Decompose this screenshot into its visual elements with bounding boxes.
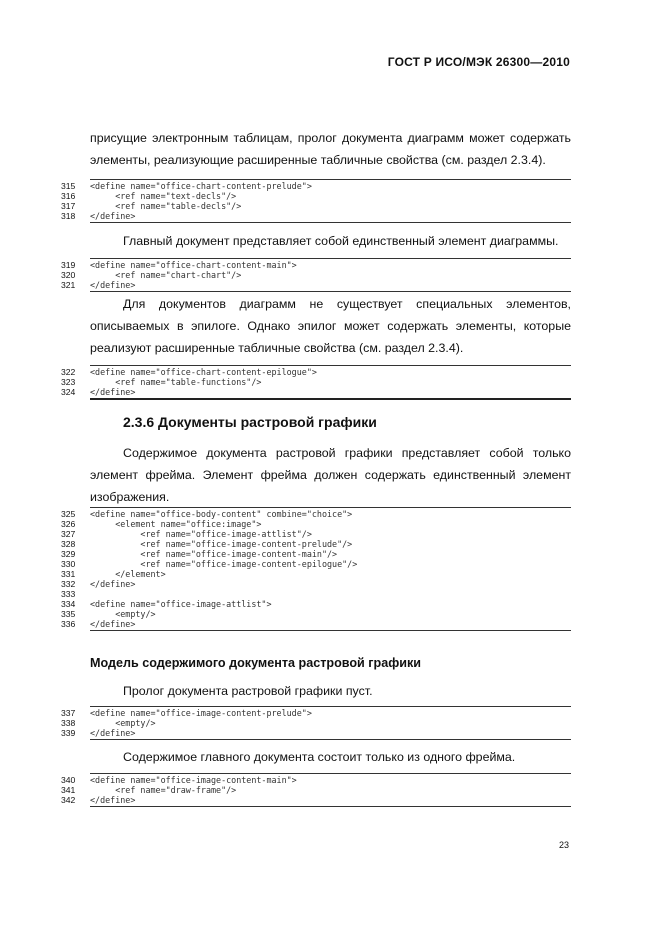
document-header: ГОСТ Р ИСО/МЭК 26300—2010 bbox=[387, 55, 570, 69]
code-line bbox=[61, 529, 571, 539]
paragraph-1 bbox=[90, 127, 571, 171]
paragraph-2: Главный документ представляет собой единственный элемент диаграммы. bbox=[123, 234, 559, 248]
code-text: <ref name="draw-frame"/> bbox=[90, 785, 237, 795]
code-block-6 bbox=[61, 773, 571, 807]
paragraph-line: Содержимое документа растровой графики представляет собой только bbox=[123, 446, 571, 460]
code-text: <ref name="table-functions"/> bbox=[90, 377, 262, 387]
line-number: 342 bbox=[61, 795, 76, 805]
code-text: <ref name="text-decls"/> bbox=[90, 191, 237, 201]
code-text: <define name="office-chart-content-prelude"> bbox=[90, 181, 312, 191]
code-block-2 bbox=[61, 258, 571, 292]
paragraph-3 bbox=[90, 293, 571, 359]
line-number: 337 bbox=[61, 708, 76, 718]
code-text: <empty/> bbox=[90, 609, 156, 619]
line-number: 323 bbox=[61, 377, 76, 387]
code-line bbox=[61, 270, 571, 280]
line-number: 315 bbox=[61, 181, 76, 191]
paragraph-6: Содержимое главного документа состоит только из одного фрейма. bbox=[123, 750, 516, 764]
line-number: 319 bbox=[61, 260, 76, 270]
code-text: </define> bbox=[90, 795, 136, 805]
line-number: 317 bbox=[61, 201, 76, 211]
code-text: <define name="office-image-content-prelude"> bbox=[90, 708, 312, 718]
code-line bbox=[61, 569, 571, 579]
line-number: 334 bbox=[61, 599, 76, 609]
code-line bbox=[61, 509, 571, 519]
code-line bbox=[61, 181, 571, 191]
code-text: <define name="office-image-attlist"> bbox=[90, 599, 272, 609]
code-text: <define name="office-chart-content-main"> bbox=[90, 260, 297, 270]
code-text: </define> bbox=[90, 619, 136, 629]
line-number: 316 bbox=[61, 191, 76, 201]
code-line bbox=[61, 718, 571, 728]
paragraph-line: Для документов диаграмм не существует специальных элементов, bbox=[123, 297, 571, 311]
code-text: <ref name="chart-chart"/> bbox=[90, 270, 242, 280]
line-number: 325 bbox=[61, 509, 76, 519]
code-line bbox=[61, 708, 571, 718]
paragraph-line: изображения. bbox=[90, 490, 170, 504]
line-number: 335 bbox=[61, 609, 76, 619]
paragraph-line: элемент фрейма. Элемент фрейма должен содержать единственный элемент bbox=[90, 468, 571, 482]
code-line bbox=[61, 795, 571, 805]
line-number: 321 bbox=[61, 280, 76, 290]
code-text: <ref name="office-image-content-epilogue"/> bbox=[90, 559, 358, 569]
code-text: <define name="office-chart-content-epilogue"> bbox=[90, 367, 317, 377]
code-text: <ref name="office-image-content-prelude"/> bbox=[90, 539, 353, 549]
code-line bbox=[61, 619, 571, 629]
code-line bbox=[61, 280, 571, 290]
paragraph-5: Пролог документа растровой графики пуст. bbox=[123, 684, 373, 698]
code-text: </define> bbox=[90, 280, 136, 290]
page-number: 23 bbox=[558, 840, 569, 850]
code-line bbox=[61, 367, 571, 377]
line-number: 333 bbox=[61, 589, 76, 599]
code-line bbox=[61, 549, 571, 559]
code-block-3 bbox=[61, 365, 571, 400]
code-text: </define> bbox=[90, 579, 136, 589]
paragraph-line: присущие электронным таблицам, пролог документа диаграмм может содержать bbox=[90, 131, 571, 145]
code-line bbox=[61, 211, 571, 221]
subsection-heading: Модель содержимого документа растровой графики bbox=[90, 656, 422, 670]
line-number: 320 bbox=[61, 270, 76, 280]
code-line bbox=[61, 579, 571, 589]
paragraph-line: реализуют расширенные табличные свойства (см. раздел 2.3.4). bbox=[90, 341, 464, 355]
paragraph-line: описываемых в эпилоге. Однако эпилог может содержать элементы, которые bbox=[90, 319, 571, 333]
code-line bbox=[61, 785, 571, 795]
code-line bbox=[61, 589, 571, 599]
paragraph-4 bbox=[90, 442, 571, 508]
code-line bbox=[61, 775, 571, 785]
section-heading: 2.3.6 Документы растровой графики bbox=[123, 414, 377, 430]
line-number: 318 bbox=[61, 211, 76, 221]
code-line bbox=[61, 387, 571, 397]
line-number: 340 bbox=[61, 775, 76, 785]
line-number: 338 bbox=[61, 718, 76, 728]
code-text: <element name="office:image"> bbox=[90, 519, 262, 529]
code-text: <empty/> bbox=[90, 718, 156, 728]
code-line bbox=[61, 191, 571, 201]
code-text: <define name="office-image-content-main"> bbox=[90, 775, 297, 785]
code-text: </define> bbox=[90, 728, 136, 738]
code-line bbox=[61, 599, 571, 609]
line-number: 329 bbox=[61, 549, 76, 559]
code-block-5 bbox=[61, 706, 571, 740]
code-line bbox=[61, 377, 571, 387]
code-block-1 bbox=[61, 179, 571, 223]
line-number: 336 bbox=[61, 619, 76, 629]
code-text: <define name="office-body-content" combine="choice"> bbox=[90, 509, 353, 519]
code-line bbox=[61, 539, 571, 549]
code-text: <ref name="table-decls"/> bbox=[90, 201, 242, 211]
code-line bbox=[61, 559, 571, 569]
code-line bbox=[61, 519, 571, 529]
code-text: </element> bbox=[90, 569, 166, 579]
line-number: 341 bbox=[61, 785, 76, 795]
code-text: </define> bbox=[90, 211, 136, 221]
line-number: 331 bbox=[61, 569, 76, 579]
code-line bbox=[61, 728, 571, 738]
code-line bbox=[61, 260, 571, 270]
code-text: <ref name="office-image-attlist"/> bbox=[90, 529, 312, 539]
line-number: 330 bbox=[61, 559, 76, 569]
code-text: <ref name="office-image-content-main"/> bbox=[90, 549, 338, 559]
line-number: 339 bbox=[61, 728, 76, 738]
line-number: 332 bbox=[61, 579, 76, 589]
paragraph-line: элементы, реализующие расширенные табличные свойства (см. раздел 2.3.4). bbox=[90, 153, 546, 167]
line-number: 322 bbox=[61, 367, 76, 377]
code-line bbox=[61, 609, 571, 619]
line-number: 326 bbox=[61, 519, 76, 529]
line-number: 328 bbox=[61, 539, 76, 549]
line-number: 327 bbox=[61, 529, 76, 539]
code-block-4 bbox=[61, 507, 571, 631]
code-line bbox=[61, 201, 571, 211]
code-text: </define> bbox=[90, 387, 136, 397]
line-number: 324 bbox=[61, 387, 76, 397]
